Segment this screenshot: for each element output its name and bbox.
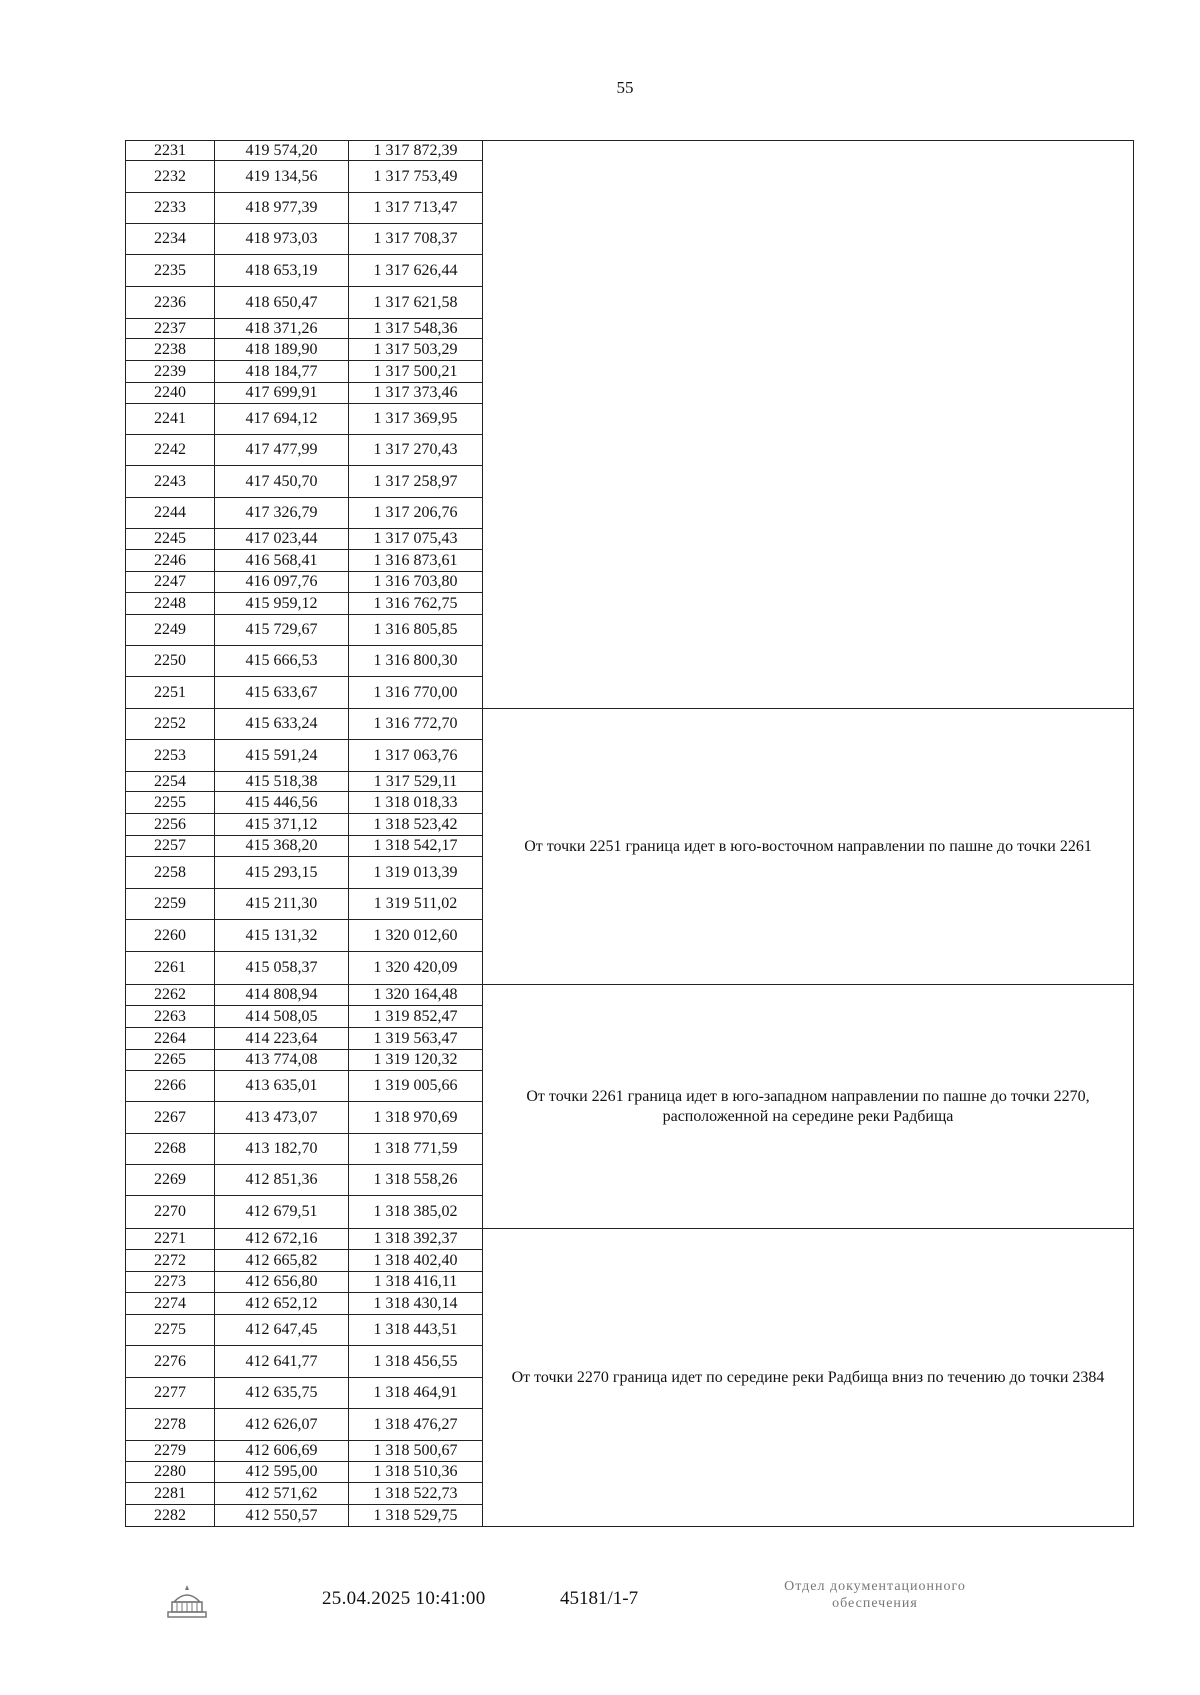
x-coordinate-cell: 418 653,19 [215,255,349,287]
point-number-cell: 2242 [126,435,215,466]
y-coordinate-cell: 1 319 852,47 [349,1006,483,1028]
point-number-cell: 2280 [126,1462,215,1483]
point-number-cell: 2265 [126,1050,215,1071]
y-coordinate-cell: 1 317 503,29 [349,339,483,361]
y-coordinate-cell: 1 316 805,85 [349,615,483,646]
x-coordinate-cell: 415 633,24 [215,709,349,740]
point-number-cell: 2256 [126,814,215,836]
y-coordinate-cell: 1 319 511,02 [349,889,483,920]
y-coordinate-cell: 1 318 542,17 [349,836,483,857]
y-coordinate-cell: 1 316 800,30 [349,646,483,677]
x-coordinate-cell: 412 550,57 [215,1505,349,1527]
point-number-cell: 2232 [126,161,215,193]
coordinates-table-body [126,141,1134,1527]
x-coordinate-cell: 418 650,47 [215,287,349,319]
point-number-cell: 2262 [126,985,215,1006]
y-coordinate-cell: 1 318 523,42 [349,814,483,836]
x-coordinate-cell: 415 131,32 [215,920,349,952]
y-coordinate-cell: 1 317 529,11 [349,772,483,792]
y-coordinate-cell: 1 316 770,00 [349,677,483,709]
x-coordinate-cell: 412 679,51 [215,1196,349,1229]
y-coordinate-cell: 1 320 012,60 [349,920,483,952]
point-number-cell: 2248 [126,593,215,615]
boundary-description-cell: От точки 2261 граница идет в юго-западном направлении по пашне до точки 2270, расположенной на середине реки Радбища [483,985,1134,1229]
point-number-cell: 2269 [126,1165,215,1196]
x-coordinate-cell: 412 656,80 [215,1272,349,1293]
x-coordinate-cell: 415 211,30 [215,889,349,920]
x-coordinate-cell: 413 473,07 [215,1102,349,1134]
y-coordinate-cell: 1 317 206,76 [349,498,483,529]
x-coordinate-cell: 419 574,20 [215,141,349,161]
point-number-cell: 2277 [126,1378,215,1409]
x-coordinate-cell: 412 641,77 [215,1346,349,1378]
y-coordinate-cell: 1 318 522,73 [349,1483,483,1505]
boundary-description-cell: От точки 2270 граница идет по середине реки Радбища вниз по течению до точки 2384 [483,1229,1134,1527]
y-coordinate-cell: 1 318 402,40 [349,1250,483,1272]
y-coordinate-cell: 1 316 762,75 [349,593,483,615]
point-number-cell: 2278 [126,1409,215,1441]
x-coordinate-cell: 415 518,38 [215,772,349,792]
y-coordinate-cell: 1 317 626,44 [349,255,483,287]
x-coordinate-cell: 415 633,67 [215,677,349,709]
boundary-description-cell [483,141,1134,709]
x-coordinate-cell: 412 626,07 [215,1409,349,1441]
y-coordinate-cell: 1 317 621,58 [349,287,483,319]
x-coordinate-cell: 415 729,67 [215,615,349,646]
x-coordinate-cell: 417 699,91 [215,383,349,404]
y-coordinate-cell: 1 317 708,37 [349,224,483,255]
y-coordinate-cell: 1 318 500,67 [349,1441,483,1462]
x-coordinate-cell: 412 652,12 [215,1293,349,1315]
point-number-cell: 2281 [126,1483,215,1505]
point-number-cell: 2261 [126,952,215,985]
point-number-cell: 2260 [126,920,215,952]
y-coordinate-cell: 1 317 500,21 [349,361,483,383]
department-stamp-line2: обеспечения [832,1596,918,1611]
point-number-cell: 2236 [126,287,215,319]
x-coordinate-cell: 415 446,56 [215,792,349,814]
x-coordinate-cell: 415 371,12 [215,814,349,836]
x-coordinate-cell: 413 182,70 [215,1134,349,1165]
department-stamp [735,1578,1015,1612]
point-number-cell: 2231 [126,141,215,161]
point-number-cell: 2270 [126,1196,215,1229]
point-number-cell: 2268 [126,1134,215,1165]
y-coordinate-cell: 1 318 018,33 [349,792,483,814]
y-coordinate-cell: 1 318 970,69 [349,1102,483,1134]
x-coordinate-cell: 415 591,24 [215,740,349,772]
x-coordinate-cell: 416 568,41 [215,550,349,572]
y-coordinate-cell: 1 318 510,36 [349,1462,483,1483]
x-coordinate-cell: 414 223,64 [215,1028,349,1050]
y-coordinate-cell: 1 318 771,59 [349,1134,483,1165]
y-coordinate-cell: 1 320 420,09 [349,952,483,985]
y-coordinate-cell: 1 319 563,47 [349,1028,483,1050]
y-coordinate-cell: 1 318 558,26 [349,1165,483,1196]
point-number-cell: 2253 [126,740,215,772]
y-coordinate-cell: 1 317 075,43 [349,529,483,550]
x-coordinate-cell: 415 058,37 [215,952,349,985]
x-coordinate-cell: 418 371,26 [215,319,349,339]
y-coordinate-cell: 1 318 529,75 [349,1505,483,1527]
x-coordinate-cell: 418 189,90 [215,339,349,361]
y-coordinate-cell: 1 319 120,32 [349,1050,483,1071]
x-coordinate-cell: 415 293,15 [215,857,349,889]
y-coordinate-cell: 1 316 772,70 [349,709,483,740]
x-coordinate-cell: 419 134,56 [215,161,349,193]
point-number-cell: 2251 [126,677,215,709]
point-number-cell: 2272 [126,1250,215,1272]
y-coordinate-cell: 1 319 005,66 [349,1071,483,1102]
y-coordinate-cell: 1 317 713,47 [349,193,483,224]
x-coordinate-cell: 412 665,82 [215,1250,349,1272]
point-number-cell: 2235 [126,255,215,287]
point-number-cell: 2241 [126,404,215,435]
y-coordinate-cell: 1 318 430,14 [349,1293,483,1315]
point-number-cell: 2257 [126,836,215,857]
y-coordinate-cell: 1 317 369,95 [349,404,483,435]
point-number-cell: 2279 [126,1441,215,1462]
point-number-cell: 2258 [126,857,215,889]
table-row [126,985,1134,1006]
x-coordinate-cell: 412 606,69 [215,1441,349,1462]
x-coordinate-cell: 417 477,99 [215,435,349,466]
point-number-cell: 2255 [126,792,215,814]
point-number-cell: 2250 [126,646,215,677]
point-number-cell: 2240 [126,383,215,404]
y-coordinate-cell: 1 318 385,02 [349,1196,483,1229]
x-coordinate-cell: 412 571,62 [215,1483,349,1505]
x-coordinate-cell: 412 851,36 [215,1165,349,1196]
point-number-cell: 2259 [126,889,215,920]
y-coordinate-cell: 1 317 753,49 [349,161,483,193]
y-coordinate-cell: 1 317 258,97 [349,466,483,498]
point-number-cell: 2239 [126,361,215,383]
table-row [126,709,1134,740]
x-coordinate-cell: 412 635,75 [215,1378,349,1409]
y-coordinate-cell: 1 318 416,11 [349,1272,483,1293]
point-number-cell: 2249 [126,615,215,646]
y-coordinate-cell: 1 318 392,37 [349,1229,483,1250]
point-number-cell: 2263 [126,1006,215,1028]
point-number-cell: 2246 [126,550,215,572]
x-coordinate-cell: 417 326,79 [215,498,349,529]
point-number-cell: 2247 [126,572,215,593]
point-number-cell: 2254 [126,772,215,792]
x-coordinate-cell: 418 184,77 [215,361,349,383]
x-coordinate-cell: 415 368,20 [215,836,349,857]
y-coordinate-cell: 1 318 456,55 [349,1346,483,1378]
x-coordinate-cell: 418 973,03 [215,224,349,255]
x-coordinate-cell: 412 672,16 [215,1229,349,1250]
x-coordinate-cell: 417 450,70 [215,466,349,498]
footer-document-number: 45181/1-7 [560,1588,639,1609]
y-coordinate-cell: 1 320 164,48 [349,985,483,1006]
point-number-cell: 2276 [126,1346,215,1378]
x-coordinate-cell: 417 023,44 [215,529,349,550]
page-number: 55 [616,78,634,97]
point-number-cell: 2252 [126,709,215,740]
y-coordinate-cell: 1 319 013,39 [349,857,483,889]
point-number-cell: 2267 [126,1102,215,1134]
point-number-cell: 2264 [126,1028,215,1050]
point-number-cell: 2245 [126,529,215,550]
x-coordinate-cell: 414 808,94 [215,985,349,1006]
point-number-cell: 2274 [126,1293,215,1315]
point-number-cell: 2273 [126,1272,215,1293]
y-coordinate-cell: 1 317 872,39 [349,141,483,161]
point-number-cell: 2282 [126,1505,215,1527]
y-coordinate-cell: 1 316 873,61 [349,550,483,572]
x-coordinate-cell: 412 647,45 [215,1315,349,1346]
point-number-cell: 2243 [126,466,215,498]
table-row [126,1229,1134,1250]
point-number-cell: 2271 [126,1229,215,1250]
x-coordinate-cell: 415 959,12 [215,593,349,615]
x-coordinate-cell: 413 774,08 [215,1050,349,1071]
y-coordinate-cell: 1 318 443,51 [349,1315,483,1346]
y-coordinate-cell: 1 317 373,46 [349,383,483,404]
y-coordinate-cell: 1 316 703,80 [349,572,483,593]
point-number-cell: 2234 [126,224,215,255]
point-number-cell: 2275 [126,1315,215,1346]
point-number-cell: 2238 [126,339,215,361]
y-coordinate-cell: 1 318 476,27 [349,1409,483,1441]
x-coordinate-cell: 417 694,12 [215,404,349,435]
department-stamp-line1: Отдел документационного [784,1579,966,1594]
point-number-cell: 2233 [126,193,215,224]
coordinates-table [125,140,1134,1527]
emblem-icon [162,1582,212,1622]
boundary-description-cell: От точки 2251 граница идет в юго-восточном направлении по пашне до точки 2261 [483,709,1134,985]
x-coordinate-cell: 414 508,05 [215,1006,349,1028]
x-coordinate-cell: 415 666,53 [215,646,349,677]
x-coordinate-cell: 416 097,76 [215,572,349,593]
y-coordinate-cell: 1 317 270,43 [349,435,483,466]
x-coordinate-cell: 418 977,39 [215,193,349,224]
x-coordinate-cell: 412 595,00 [215,1462,349,1483]
y-coordinate-cell: 1 318 464,91 [349,1378,483,1409]
y-coordinate-cell: 1 317 548,36 [349,319,483,339]
y-coordinate-cell: 1 317 063,76 [349,740,483,772]
table-row [126,141,1134,161]
x-coordinate-cell: 413 635,01 [215,1071,349,1102]
point-number-cell: 2237 [126,319,215,339]
point-number-cell: 2244 [126,498,215,529]
point-number-cell: 2266 [126,1071,215,1102]
footer-datetime: 25.04.2025 10:41:00 [322,1588,486,1609]
